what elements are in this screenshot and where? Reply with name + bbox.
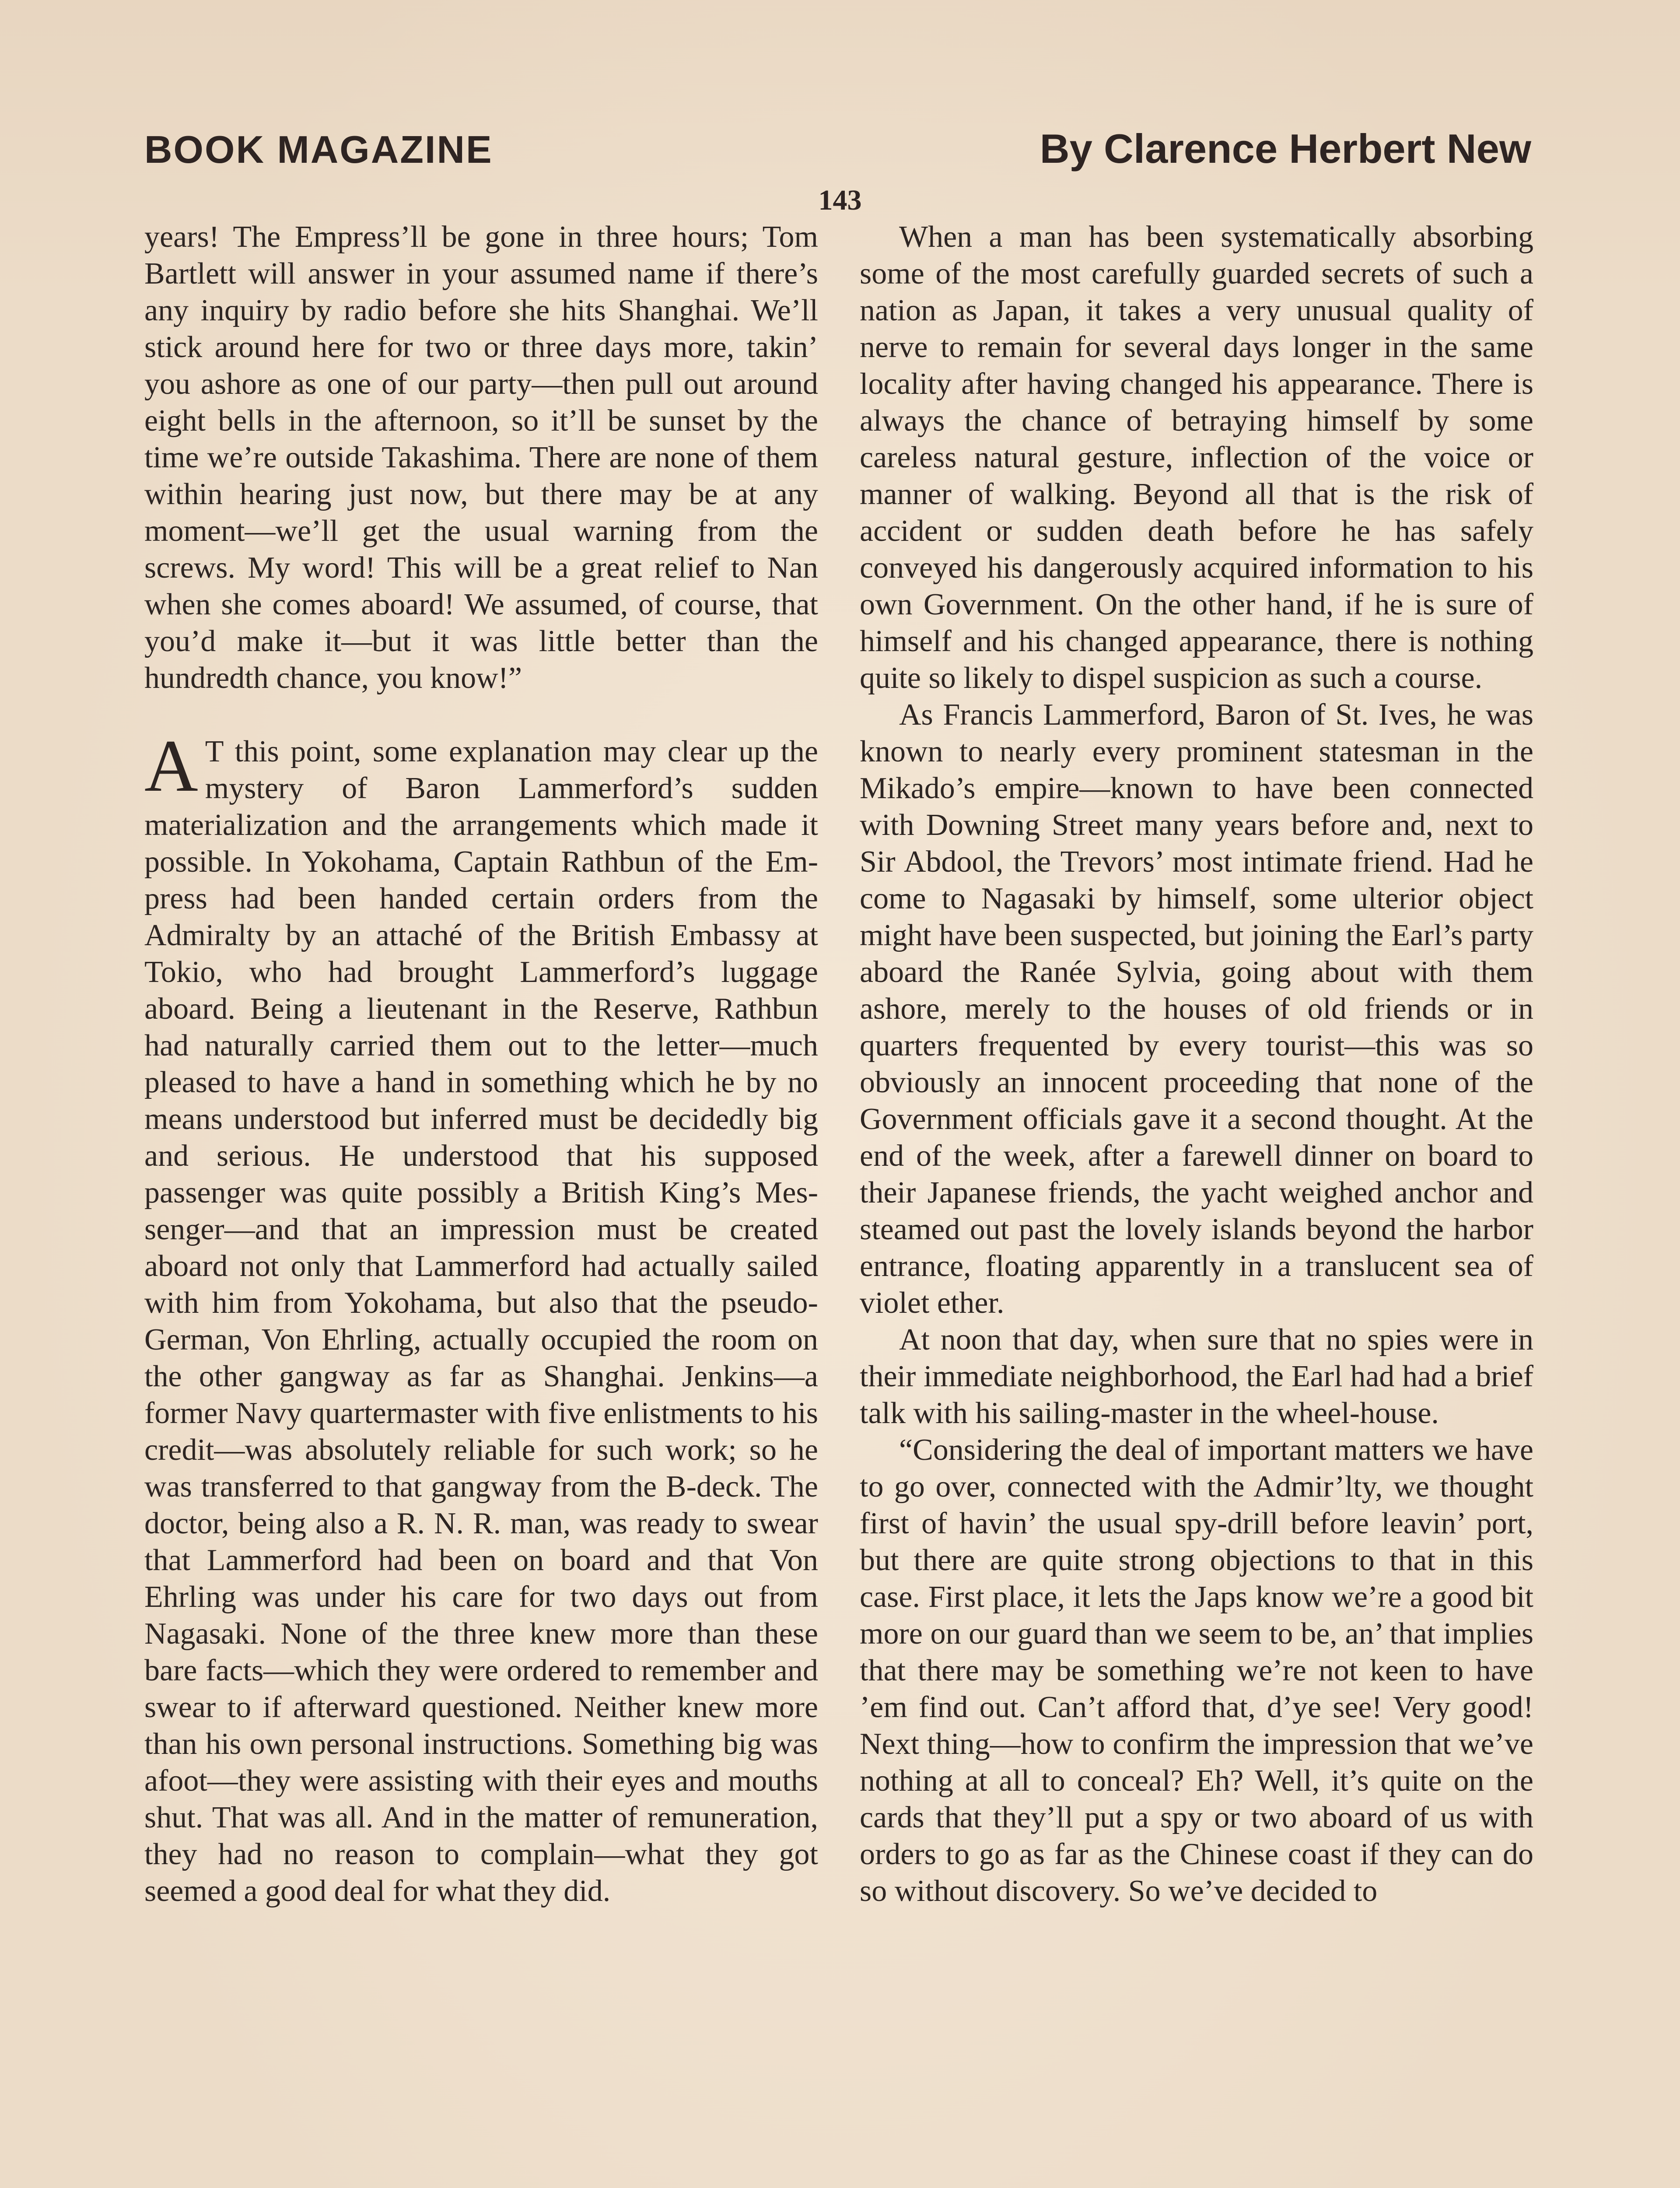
story-paragraph: At noon that day, when sure that no spies were in their immediate neighborhood, the Earl had had a brief talk with his sailing-master in the wheel-house. bbox=[860, 1323, 1533, 1430]
story-paragraph-text: T this point, some explanation may clear up the mystery of Baron Lammerford’s sudden materialization and the arrangements which made it possible. In Yokohama, Captain Rathbun of the Empress had been handed certain orders from the Admiralty by an attaché of the British Embassy at Tokio, who had brought Lammerford’s luggage aboard. Being a lieutenant in the Reserve, Rathbun had naturally carried them out to the letter—much pleased to have a hand in something which he by no means understood but inferred must be decidedly big and serious. He understood that his supposed passenger was quite possibly a British King’s Messenger—and that an impression must be created aboard not only that Lammerford had actually sailed with him from Yokohama, but also that the pseudo-German, Von Ehrling, actually occupied the room on the other gangway as far as Shanghai. Jenkins—a former Navy quartermaster with five enlistments to his credit—was absolutely reliable for such work; so he was transferred to that gangway from the B-deck. The doctor, being also a R. N. R. man, was ready to swear that Lammerford had been on board and that Von Ehrling was under his care for two days out from Nagasaki. None of the three knew more than these bare facts—which they were ordered to remember and swear to if afterward questioned. Neither knew more than his own personal instructions. Something big was afoot—they were assisting with their eyes and mouths shut. That was all. And in the matter of remuneration, they had no reason to complain—what they got seemed a good deal for what they did. bbox=[144, 735, 818, 1908]
story-paragraph: “Considering the deal of important matters we have to go over, connected with the Admir’lty, we thought first of havin’ the usual spy-drill before leavin’ port, but there are quite strong objections to that in this case. First place, it lets the Japs know we’re a good bit more on our guard than we seem to be, an’ that implies that there may be something we’re not keen to have ’em find out. Can’t afford that, d’ye see! Very good! Next thing—how to confirm the impression that we’ve nothing at all to conceal? Eh? Well, it’s quite on the cards that they’ll put a spy or two aboard of us with orders to go as far as the Chinese coast if they can do so without discovery. So we’ve decided to bbox=[860, 1433, 1533, 1908]
story-paragraph: As Francis Lammerford, Baron of St. Ives, he was known to nearly every prominent statesman in the Mikado’s empire—known to have been connected with Downing Street many years before and, next to Sir Abdool, the Trevors’ most intimate friend. Had he come to Nagasaki by himself, some ulterior object might have been suspected, but joining the Earl’s party aboard the Ranée Sylvia, going about with them ashore, merely to the houses of old friends or in quarters frequented by every tourist—this was so obviously an innocent proceeding that none of the Government officials gave it a second thought. At the end of the week, after a farewell dinner on board to their Japanese friends, the yacht weighed anchor and steamed out past the lovely islands beyond the harbor entrance, floating apparently in a translucent sea of violet ether. bbox=[860, 698, 1533, 1320]
story-paragraph: years! The Empress’ll be gone in three hours; Tom Bartlett will answer in your assumed name if there’s any inquiry by radio before she hits Shanghai. We’ll stick around here for two or three days more, takin’ you ashore as one of our party—then pull out around eight bells in the afternoon, so it’ll be sunset by the time we’re outside Takashima. There are none of them within hearing just now, but there may be at any moment—we’ll get the usual warning from the screws. My word! This will be a great relief to Nan when she comes aboard! We assumed, of course, that you’d make it—but it was little better than the hundredth chance, you know!” bbox=[144, 220, 818, 695]
story-paragraph: When a man has been systematically absorbing some of the most carefully guarded secrets of such a nation as Japan, it takes a very unusual quality of nerve to remain for several days longer in the same locality after having changed his appearance. There is always the chance of betraying himself by some careless natural gesture, inflection of the voice or manner of walking. Beyond all that is the risk of accident or sudden death before he has safely conveyed his dangerously acquired information to his own Government. On the other hand, if he is sure of himself and his changed appearance, there is nothing quite so likely to dispel suspicion as such a course. bbox=[860, 220, 1533, 695]
right-column bbox=[860, 219, 1533, 2188]
section-opening-paragraph bbox=[144, 725, 818, 1910]
drop-cap: A bbox=[144, 725, 198, 807]
page-header bbox=[144, 125, 1531, 173]
left-column bbox=[144, 219, 818, 2188]
author-byline: By Clarence Herbert New bbox=[1040, 126, 1531, 172]
magazine-title: BOOK MAGAZINE bbox=[144, 128, 493, 171]
page-number: 143 bbox=[818, 184, 862, 216]
